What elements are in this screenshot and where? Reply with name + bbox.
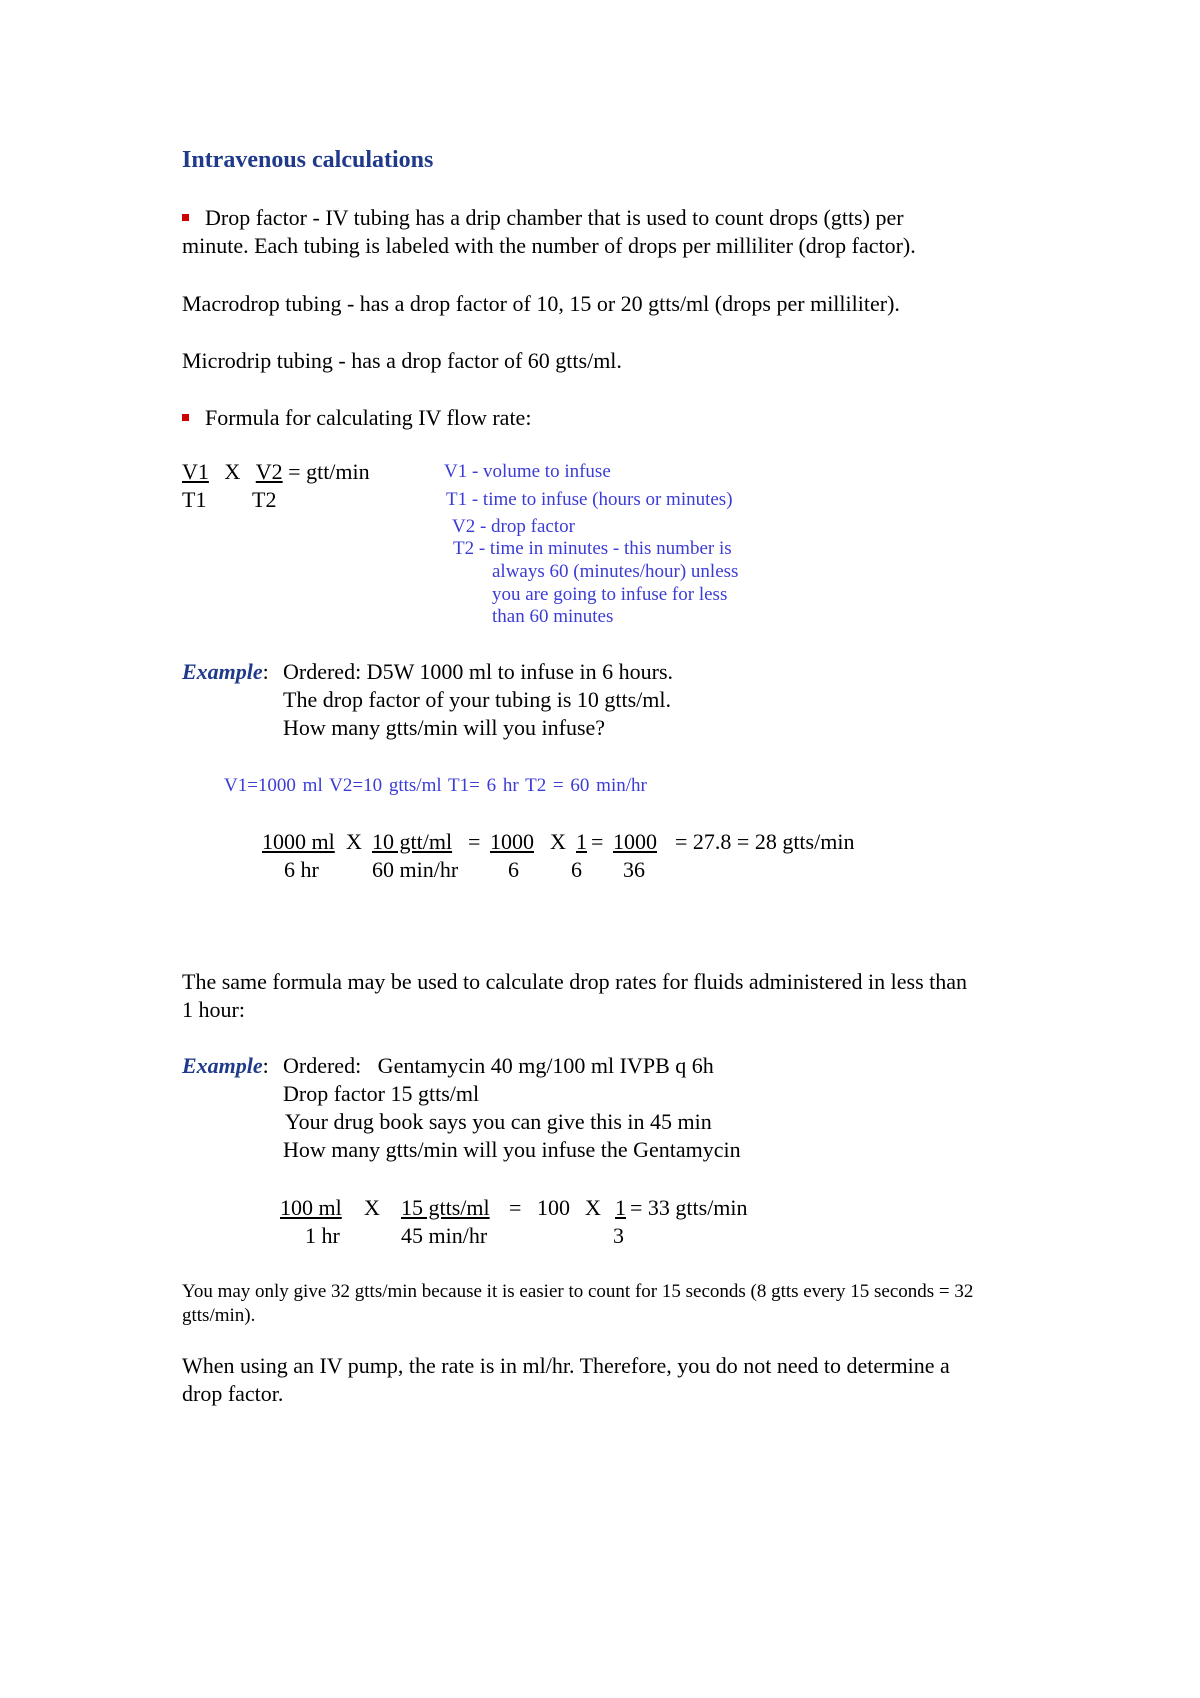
formula-t2: T2 [252,487,277,512]
same-formula-line2: 1 hour: [182,997,245,1022]
calc1-den-c: 6 [508,857,519,882]
drop-factor-line2: minute. Each tubing is labeled with the number of drops per milliliter (drop factor). [182,233,916,258]
calc2-x2: X [585,1195,601,1220]
same-formula-line1: The same formula may be used to calculate drop rates for fluids administered in less than [182,969,968,994]
formula-t1: T1 [182,487,207,512]
legend-v2: V2 - drop factor [452,516,575,537]
legend-t1: T1 - time to infuse (hours or minutes) [446,489,733,510]
page-title: Intravenous calculations [182,147,434,173]
calc2-eq1: = [509,1195,522,1220]
formula-heading: Formula for calculating IV flow rate: [205,405,532,430]
calc2-den-a: 1 hr [305,1223,340,1248]
calc2-den-b: 45 min/hr [401,1223,488,1248]
calc2-num-c: 100 [537,1195,570,1220]
bullet-drop-factor [182,204,904,232]
note-line1: You may only give 32 gtts/min because it is easier to count for 15 seconds (8 gtts every 15 seconds = 32 [182,1281,974,1302]
formula-x: X [224,459,241,484]
example1-colon: : [262,659,269,684]
calc1-den-a: 6 hr [284,857,319,882]
calc1-num-a: 1000 ml [262,829,335,854]
calc1-den-d: 6 [571,857,582,882]
bullet-icon [182,414,189,421]
legend-t2-cont2: you are going to infuse for less [492,584,728,605]
example2-label-row [182,1052,269,1080]
example1-line2: The drop factor of your tubing is 10 gtts/ml. [283,687,671,712]
example1-values: V1=1000 ml V2=10 gtts/ml T1= 6 hr T2 = 60 min/hr [224,775,647,796]
example2-colon: : [262,1053,269,1078]
calc2-den-d: 3 [613,1223,624,1248]
calc1-eq2: = [591,829,604,854]
calc2-num-b: 15 gtts/ml [401,1195,490,1220]
calc2-result: = 33 gtts/min [630,1195,748,1220]
legend-t2-cont3: than 60 minutes [492,606,614,627]
pump-line1: When using an IV pump, the rate is in ml/hr. Therefore, you do not need to determine a [182,1353,950,1378]
note-line2: gtts/min). [182,1305,256,1326]
calc1-eq1: = [468,829,481,854]
calc2-num-d: 1 [615,1195,626,1220]
legend-v1: V1 - volume to infuse [444,461,611,482]
calc2-num-a: 100 ml [280,1195,342,1220]
formula-v1: V1 [182,459,209,484]
microdrip-text: Microdrip tubing - has a drop factor of 60 gtts/ml. [182,348,622,373]
example2-line3: Your drug book says you can give this in 45 min [285,1109,712,1134]
example2-line4: How many gtts/min will you infuse the Gentamycin [283,1137,741,1162]
calc2-x1: X [364,1195,380,1220]
formula-numerator [182,458,370,486]
drop-factor-line1: Drop factor - IV tubing has a drip chamber that is used to count drops (gtts) per [205,205,904,230]
legend-t2-cont1: always 60 (minutes/hour) unless [492,561,739,582]
bullet-formula [182,404,531,432]
legend-t2: T2 - time in minutes - this number is [453,538,732,559]
calc1-num-d: 1 [576,829,587,854]
macrodrop-text: Macrodrop tubing - has a drop factor of 10, 15 or 20 gtts/ml (drops per milliliter). [182,291,900,316]
example2-line2: Drop factor 15 gtts/ml [283,1081,480,1106]
example2-line1: Ordered: Gentamycin 40 mg/100 ml IVPB q 6h [283,1053,714,1078]
example1-label: Example [182,659,263,684]
calc1-num-e: 1000 [613,829,657,854]
pump-line2: drop factor. [182,1381,284,1406]
calc1-num-b: 10 gtt/ml [372,829,453,854]
bullet-icon [182,214,189,221]
example1-line3: How many gtts/min will you infuse? [283,715,606,740]
calc1-x1: X [346,829,362,854]
calc1-den-b: 60 min/hr [372,857,459,882]
formula-result: = gtt/min [288,459,370,484]
formula-v2: V2 [255,459,283,484]
calc1-num-c: 1000 [490,829,534,854]
example1-line1: Ordered: D5W 1000 ml to infuse in 6 hours. [283,659,674,684]
calc1-result: = 27.8 = 28 gtts/min [675,829,855,854]
calc1-den-e: 36 [623,857,645,882]
example1-label-row [182,658,269,686]
calc1-x2: X [550,829,566,854]
example2-label: Example [182,1053,263,1078]
